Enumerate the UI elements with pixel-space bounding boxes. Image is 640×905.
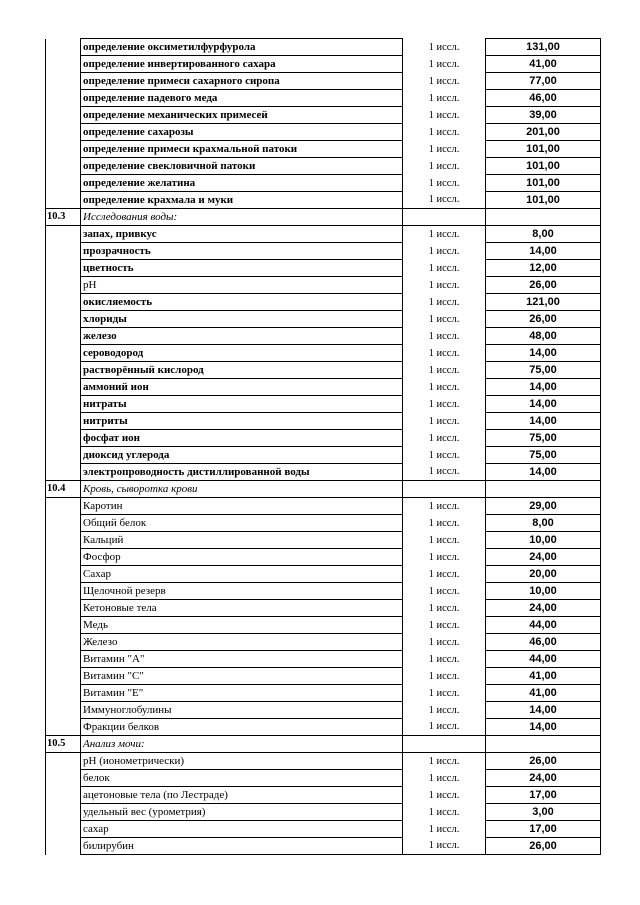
price-cell: 14,00 — [486, 464, 601, 481]
table-row — [46, 804, 601, 821]
table-row — [46, 277, 601, 294]
price-cell: 131,00 — [486, 39, 601, 56]
unit-cell: 1 иссл. — [403, 379, 486, 396]
price-list-sheet — [45, 38, 600, 855]
unit-cell: 1 иссл. — [403, 311, 486, 328]
test-name: определение сахарозы — [81, 124, 403, 141]
number-cell-empty — [46, 73, 81, 90]
table-row — [46, 753, 601, 770]
price-cell: 41,00 — [486, 685, 601, 702]
unit-cell: 1 иссл. — [403, 549, 486, 566]
number-cell-empty — [46, 498, 81, 515]
table-row — [46, 192, 601, 209]
unit-cell: 1 иссл. — [403, 90, 486, 107]
number-cell-empty — [46, 107, 81, 124]
test-name: Фракции белков — [81, 719, 403, 736]
table-row — [46, 107, 601, 124]
unit-cell: 1 иссл. — [403, 719, 486, 736]
test-name: запах, привкус — [81, 226, 403, 243]
number-cell-empty — [46, 634, 81, 651]
number-cell-empty — [46, 175, 81, 192]
test-name: нитриты — [81, 413, 403, 430]
table-row — [46, 39, 601, 56]
table-row — [46, 328, 601, 345]
number-cell-empty — [46, 158, 81, 175]
unit-cell: 1 иссл. — [403, 345, 486, 362]
price-cell: 24,00 — [486, 770, 601, 787]
unit-cell: 1 иссл. — [403, 617, 486, 634]
price-cell: 75,00 — [486, 430, 601, 447]
number-cell-empty — [46, 379, 81, 396]
number-cell-empty — [46, 600, 81, 617]
test-name: определение примеси крахмальной патоки — [81, 141, 403, 158]
table-row — [46, 515, 601, 532]
test-name: Каротин — [81, 498, 403, 515]
number-cell-empty — [46, 277, 81, 294]
number-cell-empty — [46, 413, 81, 430]
price-cell: 121,00 — [486, 294, 601, 311]
test-name: билирубин — [81, 838, 403, 855]
price-cell: 101,00 — [486, 192, 601, 209]
number-cell-empty — [46, 430, 81, 447]
price-cell: 101,00 — [486, 158, 601, 175]
unit-cell: 1 иссл. — [403, 583, 486, 600]
table-row — [46, 141, 601, 158]
table-row — [46, 821, 601, 838]
price-cell: 44,00 — [486, 617, 601, 634]
unit-cell: 1 иссл. — [403, 447, 486, 464]
unit-cell: 1 иссл. — [403, 787, 486, 804]
table-row — [46, 600, 601, 617]
test-name: удельный вес (урометрия) — [81, 804, 403, 821]
table-row — [46, 719, 601, 736]
table-row — [46, 175, 601, 192]
test-name: рН — [81, 277, 403, 294]
unit-cell-empty — [403, 209, 486, 226]
test-name: нитраты — [81, 396, 403, 413]
table-row — [46, 787, 601, 804]
price-cell: 14,00 — [486, 379, 601, 396]
table-row — [46, 226, 601, 243]
table-row — [46, 566, 601, 583]
price-cell: 101,00 — [486, 141, 601, 158]
test-name: Кальций — [81, 532, 403, 549]
number-cell-empty — [46, 787, 81, 804]
number-cell-empty — [46, 549, 81, 566]
unit-cell: 1 иссл. — [403, 498, 486, 515]
table-row — [46, 73, 601, 90]
unit-cell: 1 иссл. — [403, 396, 486, 413]
unit-cell: 1 иссл. — [403, 260, 486, 277]
test-name: Кетоновые тела — [81, 600, 403, 617]
number-cell-empty — [46, 804, 81, 821]
test-name: Фосфор — [81, 549, 403, 566]
table-row — [46, 549, 601, 566]
section-row — [46, 481, 601, 498]
unit-cell: 1 иссл. — [403, 515, 486, 532]
price-cell: 77,00 — [486, 73, 601, 90]
price-cell: 17,00 — [486, 821, 601, 838]
test-name: прозрачность — [81, 243, 403, 260]
number-cell-empty — [46, 124, 81, 141]
unit-cell: 1 иссл. — [403, 73, 486, 90]
number-cell-empty — [46, 617, 81, 634]
table-row — [46, 498, 601, 515]
unit-cell: 1 иссл. — [403, 158, 486, 175]
test-name: хлориды — [81, 311, 403, 328]
price-cell: 14,00 — [486, 396, 601, 413]
unit-cell: 1 иссл. — [403, 685, 486, 702]
price-cell: 14,00 — [486, 413, 601, 430]
price-cell-empty — [486, 736, 601, 753]
number-cell-empty — [46, 770, 81, 787]
price-cell: 48,00 — [486, 328, 601, 345]
price-cell: 39,00 — [486, 107, 601, 124]
unit-cell: 1 иссл. — [403, 804, 486, 821]
price-cell: 75,00 — [486, 447, 601, 464]
unit-cell: 1 иссл. — [403, 464, 486, 481]
price-cell: 24,00 — [486, 600, 601, 617]
table-row — [46, 464, 601, 481]
table-row — [46, 583, 601, 600]
price-cell: 20,00 — [486, 566, 601, 583]
test-name: Витамин "С" — [81, 668, 403, 685]
test-name: окисляемость — [81, 294, 403, 311]
table-row — [46, 379, 601, 396]
test-name: электропроводность дистиллированной воды — [81, 464, 403, 481]
table-row — [46, 90, 601, 107]
section-number: 10.3 — [46, 209, 81, 226]
unit-cell: 1 иссл. — [403, 192, 486, 209]
price-cell-empty — [486, 209, 601, 226]
unit-cell: 1 иссл. — [403, 702, 486, 719]
table-row — [46, 617, 601, 634]
number-cell-empty — [46, 192, 81, 209]
number-cell-empty — [46, 838, 81, 855]
unit-cell: 1 иссл. — [403, 430, 486, 447]
unit-cell-empty — [403, 736, 486, 753]
price-cell: 41,00 — [486, 668, 601, 685]
unit-cell: 1 иссл. — [403, 141, 486, 158]
unit-cell: 1 иссл. — [403, 294, 486, 311]
number-cell-empty — [46, 515, 81, 532]
table-row — [46, 634, 601, 651]
unit-cell: 1 иссл. — [403, 753, 486, 770]
number-cell-empty — [46, 821, 81, 838]
number-cell-empty — [46, 345, 81, 362]
unit-cell: 1 иссл. — [403, 277, 486, 294]
price-cell: 14,00 — [486, 702, 601, 719]
section-row — [46, 209, 601, 226]
unit-cell: 1 иссл. — [403, 668, 486, 685]
table-row — [46, 532, 601, 549]
test-name: Витамин "А" — [81, 651, 403, 668]
price-table — [45, 38, 601, 855]
number-cell-empty — [46, 141, 81, 158]
number-cell-empty — [46, 566, 81, 583]
price-cell: 17,00 — [486, 787, 601, 804]
test-name: определение свекловичной патоки — [81, 158, 403, 175]
number-cell-empty — [46, 226, 81, 243]
unit-cell: 1 иссл. — [403, 175, 486, 192]
unit-cell: 1 иссл. — [403, 226, 486, 243]
price-cell: 201,00 — [486, 124, 601, 141]
number-cell-empty — [46, 685, 81, 702]
price-cell: 10,00 — [486, 583, 601, 600]
price-cell: 24,00 — [486, 549, 601, 566]
unit-cell: 1 иссл. — [403, 328, 486, 345]
table-row — [46, 362, 601, 379]
test-name: рН (иономeтрически) — [81, 753, 403, 770]
price-cell: 10,00 — [486, 532, 601, 549]
number-cell-empty — [46, 668, 81, 685]
test-name: Витамин "Е" — [81, 685, 403, 702]
unit-cell: 1 иссл. — [403, 243, 486, 260]
number-cell-empty — [46, 447, 81, 464]
test-name: растворённый кислород — [81, 362, 403, 379]
number-cell-empty — [46, 396, 81, 413]
number-cell-empty — [46, 719, 81, 736]
price-cell: 75,00 — [486, 362, 601, 379]
table-row — [46, 124, 601, 141]
price-cell: 26,00 — [486, 753, 601, 770]
unit-cell: 1 иссл. — [403, 651, 486, 668]
table-row — [46, 260, 601, 277]
price-cell: 26,00 — [486, 277, 601, 294]
test-name: ацетоновые тела (по Лестраде) — [81, 787, 403, 804]
section-title: Исследования воды: — [81, 209, 403, 226]
unit-cell: 1 иссл. — [403, 600, 486, 617]
price-cell: 46,00 — [486, 90, 601, 107]
price-cell: 29,00 — [486, 498, 601, 515]
test-name: Общий белок — [81, 515, 403, 532]
number-cell-empty — [46, 260, 81, 277]
unit-cell: 1 иссл. — [403, 838, 486, 855]
price-cell: 46,00 — [486, 634, 601, 651]
test-name: определение крахмала и муки — [81, 192, 403, 209]
price-cell: 101,00 — [486, 175, 601, 192]
unit-cell: 1 иссл. — [403, 634, 486, 651]
table-row — [46, 243, 601, 260]
price-cell: 41,00 — [486, 56, 601, 73]
test-name: Медь — [81, 617, 403, 634]
unit-cell: 1 иссл. — [403, 124, 486, 141]
price-cell: 8,00 — [486, 226, 601, 243]
price-table-body — [46, 39, 601, 855]
table-row — [46, 158, 601, 175]
table-row — [46, 294, 601, 311]
test-name: Щелочной резерв — [81, 583, 403, 600]
test-name: Железо — [81, 634, 403, 651]
unit-cell: 1 иссл. — [403, 362, 486, 379]
test-name: Сахар — [81, 566, 403, 583]
section-title: Кровь, сыворотка крови — [81, 481, 403, 498]
test-name: сероводород — [81, 345, 403, 362]
test-name: определение желатина — [81, 175, 403, 192]
number-cell-empty — [46, 753, 81, 770]
test-name: белок — [81, 770, 403, 787]
number-cell-empty — [46, 243, 81, 260]
table-row — [46, 345, 601, 362]
number-cell-empty — [46, 583, 81, 600]
test-name: фосфат ион — [81, 430, 403, 447]
test-name: Иммуноглобулины — [81, 702, 403, 719]
number-cell-empty — [46, 702, 81, 719]
price-cell: 12,00 — [486, 260, 601, 277]
unit-cell: 1 иссл. — [403, 39, 486, 56]
number-cell-empty — [46, 464, 81, 481]
table-row — [46, 770, 601, 787]
price-cell: 14,00 — [486, 345, 601, 362]
unit-cell: 1 иссл. — [403, 821, 486, 838]
unit-cell: 1 иссл. — [403, 107, 486, 124]
table-row — [46, 396, 601, 413]
price-cell: 3,00 — [486, 804, 601, 821]
test-name: определение оксиметилфурфурола — [81, 39, 403, 56]
price-cell: 26,00 — [486, 838, 601, 855]
price-cell-empty — [486, 481, 601, 498]
number-cell-empty — [46, 294, 81, 311]
number-cell-empty — [46, 39, 81, 56]
price-cell: 8,00 — [486, 515, 601, 532]
number-cell-empty — [46, 532, 81, 549]
number-cell-empty — [46, 311, 81, 328]
table-row — [46, 447, 601, 464]
test-name: сахар — [81, 821, 403, 838]
table-row — [46, 651, 601, 668]
test-name: определение падевого меда — [81, 90, 403, 107]
test-name: аммоний ион — [81, 379, 403, 396]
section-title: Анализ мочи: — [81, 736, 403, 753]
test-name: диоксид углерода — [81, 447, 403, 464]
test-name: железо — [81, 328, 403, 345]
table-row — [46, 430, 601, 447]
unit-cell: 1 иссл. — [403, 413, 486, 430]
section-number: 10.4 — [46, 481, 81, 498]
unit-cell: 1 иссл. — [403, 770, 486, 787]
test-name: определение инвертированного сахара — [81, 56, 403, 73]
price-cell: 26,00 — [486, 311, 601, 328]
table-row — [46, 685, 601, 702]
unit-cell-empty — [403, 481, 486, 498]
table-row — [46, 668, 601, 685]
section-number: 10.5 — [46, 736, 81, 753]
number-cell-empty — [46, 56, 81, 73]
table-row — [46, 702, 601, 719]
number-cell-empty — [46, 651, 81, 668]
table-row — [46, 838, 601, 855]
test-name: цветность — [81, 260, 403, 277]
number-cell-empty — [46, 328, 81, 345]
number-cell-empty — [46, 90, 81, 107]
table-row — [46, 413, 601, 430]
unit-cell: 1 иссл. — [403, 56, 486, 73]
price-cell: 14,00 — [486, 719, 601, 736]
test-name: определение примеси сахарного сиропа — [81, 73, 403, 90]
section-row — [46, 736, 601, 753]
number-cell-empty — [46, 362, 81, 379]
unit-cell: 1 иссл. — [403, 532, 486, 549]
unit-cell: 1 иссл. — [403, 566, 486, 583]
price-cell: 14,00 — [486, 243, 601, 260]
price-cell: 44,00 — [486, 651, 601, 668]
table-row — [46, 311, 601, 328]
table-row — [46, 56, 601, 73]
test-name: определение механических примесей — [81, 107, 403, 124]
